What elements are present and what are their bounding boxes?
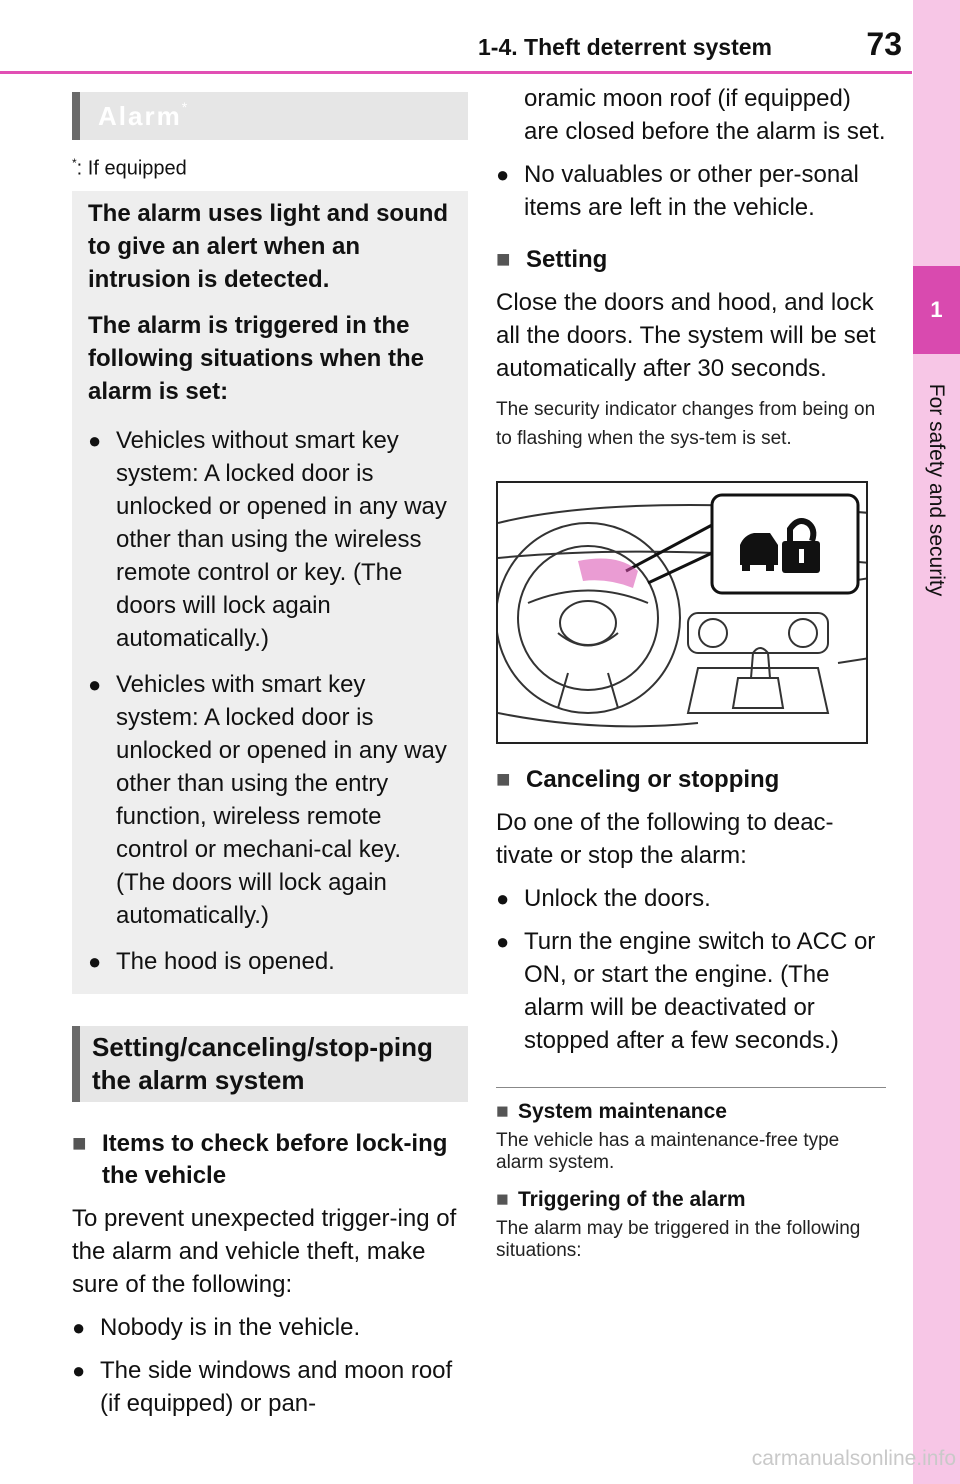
items-check-intro: To prevent unexpected trigger-ing of the alarm and vehicle theft, make sure of the following:: [72, 1204, 457, 1298]
dashboard-figure: [496, 481, 868, 744]
alarm-intro-2: The alarm is triggered in the following situations when the alarm is set:: [88, 311, 424, 405]
check-bullet: ● Nobody is in the vehicle.: [72, 1311, 468, 1344]
setting-text: Close the doors and hood, and lock all the doors. The system will be set automatically after 30 seconds.: [496, 289, 876, 382]
header-rule: [0, 71, 912, 74]
side-tab: [913, 0, 960, 1484]
setting-section-heading: Setting/canceling/stop-ping the alarm system: [72, 1026, 468, 1102]
watermark: carmanualsonline.info: [751, 1447, 956, 1470]
square-bullet-icon: ■: [72, 1129, 87, 1157]
footnote: *: If equipped: [72, 156, 187, 180]
square-bullet-icon: ■: [496, 1100, 509, 1123]
side-tab-chapter[interactable]: 1: [913, 266, 960, 354]
setting-note: The security indicator changes from being on to flashing when the sys-tem is set.: [496, 399, 876, 449]
bullet-icon: ●: [88, 671, 102, 697]
alarm-info-box: [72, 191, 468, 994]
canceling-text: Do one of the following to deac-tivate or stop the alarm:: [496, 809, 834, 869]
maintenance-text: The vehicle has a maintenance-free type alarm system.: [496, 1130, 840, 1173]
alarm-section-heading: [72, 92, 468, 140]
items-check-heading: ■ Items to check before lock-ing the vehicle: [72, 1128, 468, 1192]
alarm-heading-text: Alarm*: [98, 98, 188, 131]
bullet-icon: ●: [496, 886, 510, 911]
notes-divider: [496, 1087, 886, 1088]
check-bullet: ● No valuables or other per-sonal items are left in the vehicle.: [484, 158, 888, 224]
check-bullet-continued: oramic moon roof (if equipped) are closed before the alarm is set.: [524, 85, 886, 145]
maintenance-heading: ■ System maintenance: [496, 1098, 888, 1126]
square-bullet-icon: ■: [496, 766, 511, 793]
right-column: [484, 82, 888, 1274]
setting-heading: ■ Setting: [484, 244, 888, 276]
square-bullet-icon: ■: [496, 246, 511, 273]
page-number: 73: [866, 26, 902, 62]
cancel-bullet: ● Turn the engine switch to ACC or ON, or start the engine. (The alarm will be deactivated or stopped after a few seconds.): [484, 925, 888, 1057]
cancel-bullet: ● Unlock the doors.: [484, 882, 888, 915]
square-bullet-icon: ■: [496, 1188, 509, 1211]
alarm-bullet: ● Vehicles with smart key system: A locked door is unlocked or opened in any way other than using the entry function, wireless remote control or mechani-cal key. (The doors will lock again automatically.): [88, 668, 452, 932]
alarm-intro-1: The alarm uses light and sound to give an alert when an intrusion is detected.: [88, 199, 449, 293]
bullet-icon: ●: [88, 948, 102, 974]
bullet-icon: ●: [496, 929, 510, 954]
bullet-icon: ●: [72, 1357, 86, 1383]
alarm-bullet: ● Vehicles without smart key system: A locked door is unlocked or opened in any way other than using the wireless remote control or key. (The doors will lock again automatically.): [88, 424, 452, 655]
left-column: [72, 92, 468, 1433]
bullet-icon: ●: [496, 162, 510, 187]
heading-footnote-mark: *: [181, 98, 188, 115]
triggering-heading: ■ Triggering of the alarm: [496, 1186, 888, 1214]
triggering-text: The alarm may be triggered in the following situations:: [496, 1218, 861, 1261]
alarm-bullet: ● The hood is opened.: [88, 945, 452, 978]
bullet-icon: ●: [88, 427, 102, 453]
check-bullet: ● The side windows and moon roof (if equipped) or pan-: [72, 1354, 468, 1420]
bullet-icon: ●: [72, 1314, 86, 1340]
side-tab-label: For safety and security: [925, 383, 948, 597]
canceling-heading: ■ Canceling or stopping: [484, 764, 888, 796]
page-header-title: 1-4. Theft deterrent system: [478, 34, 772, 60]
